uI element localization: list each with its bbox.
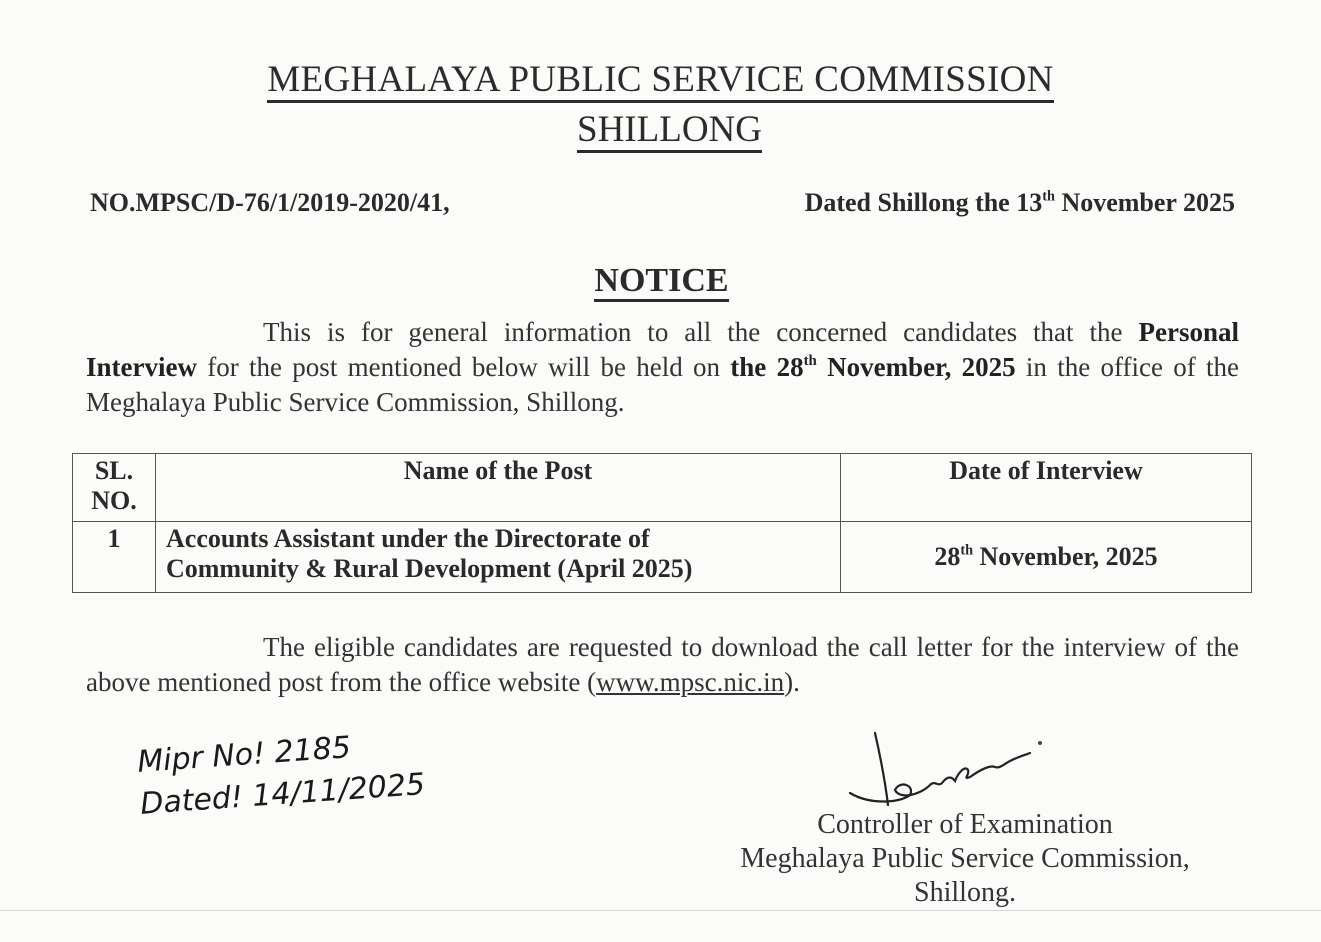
para1-date-rest: November, 2025: [816, 352, 1016, 382]
location-name: SHILLONG: [577, 109, 762, 153]
post-name-line-1: Accounts Assistant under the Directorate of: [166, 524, 650, 553]
header-sl-no: SL. NO.: [73, 454, 156, 522]
signatory-organization: Meghalaya Public Service Commission,: [740, 843, 1190, 874]
signature-icon: [840, 725, 1060, 815]
page-bottom-rule: [0, 910, 1321, 911]
memo-number: Mipr No! 2185: [136, 730, 352, 780]
para1-text-3: in the office of the Meghalaya Public Service Commission, Shillong.: [86, 352, 1239, 417]
signature-dot: [1038, 741, 1042, 745]
handwritten-memo: [136, 722, 426, 826]
header-post-name: Name of the Post: [156, 454, 841, 522]
cell-sl-no: 1: [73, 522, 156, 593]
notice-paragraph-2: [86, 630, 1239, 700]
para1-bold-date: [730, 352, 1015, 382]
para1-text-1: This is for general information to all the concerned candidates that the: [263, 317, 1139, 347]
date-sup: th: [960, 542, 974, 559]
cell-post-name: [156, 522, 841, 593]
organization-title: [0, 58, 1321, 101]
post-name-line-2: Community & Rural Development (April 2025): [166, 554, 693, 583]
reference-number: NO.MPSC/D-76/1/2019-2020/41,: [90, 188, 450, 217]
website-link[interactable]: www.mpsc.nic.in: [596, 667, 785, 697]
table-row: [73, 522, 1252, 593]
dated-line: [805, 188, 1235, 218]
date-rest: November, 2025: [973, 542, 1158, 571]
dated-prefix: Dated Shillong the 13: [804, 188, 1043, 217]
para1-date-sup: th: [803, 352, 817, 369]
date-day: 28: [934, 542, 961, 571]
table-header-row: [73, 454, 1252, 522]
para1-text-2: for the post mentioned below will be held on: [196, 352, 731, 382]
notice-paragraph-1: [86, 315, 1239, 420]
dated-rest: November 2025: [1054, 188, 1235, 217]
signature-stroke: [850, 733, 1030, 805]
dated-suffix: th: [1042, 188, 1055, 205]
para1-bold-interview: Personal Interview: [86, 317, 1239, 382]
signature-block: [730, 808, 1200, 910]
memo-date: Dated! 14/11/2025: [139, 766, 427, 822]
organization-name: MEGHALAYA PUBLIC SERVICE COMMISSION: [267, 59, 1053, 103]
notice-title: NOTICE: [594, 262, 728, 302]
para2-text: The eligible candidates are requested to download the call letter for the interview of the above mentioned post from the office website (: [86, 632, 1239, 697]
signatory-title: Controller of Examination: [817, 809, 1113, 840]
cell-interview-date: [841, 522, 1252, 593]
para2-end: ).: [784, 667, 800, 697]
header-interview-date: Date of Interview: [841, 454, 1252, 522]
location-title: [0, 108, 1321, 151]
signatory-city: Shillong.: [914, 877, 1016, 908]
interview-table: [72, 453, 1252, 593]
para1-date-prefix: the 28: [730, 352, 804, 382]
notice-heading: [0, 262, 1321, 300]
